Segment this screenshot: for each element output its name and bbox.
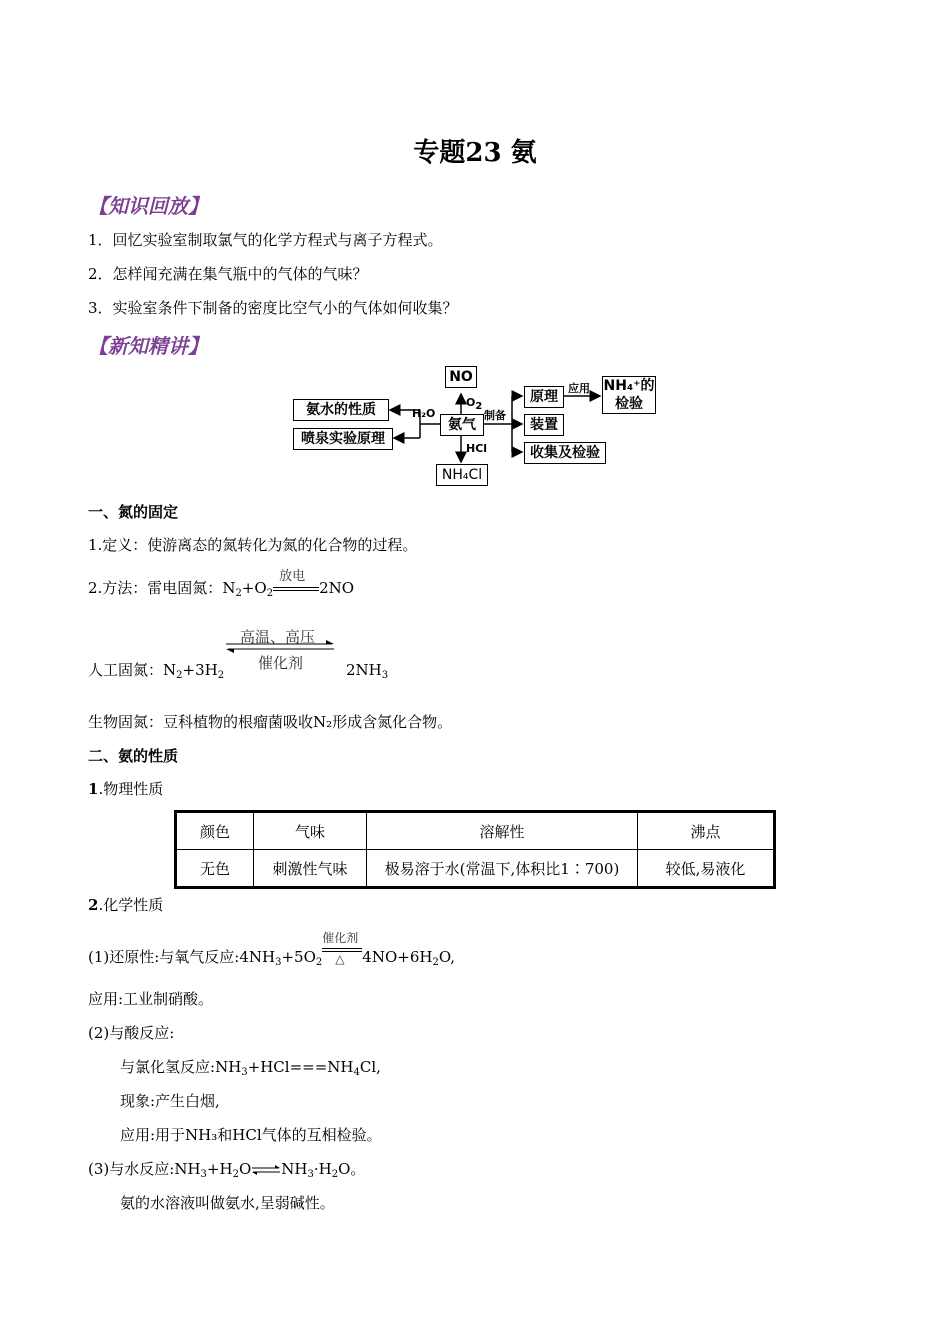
cell-solubility: 极易溶于水(常温下,体积比1∶700) [367,850,638,888]
new-knowledge-header: 【新知精讲】 [88,334,208,358]
concept-diagram [290,362,670,492]
review-item-2: 2．怎样闻充满在集气瓶中的气体的气味？ [88,265,368,283]
label-preparation: 制备 [484,409,506,422]
chemical-properties-heading: 2.化学性质 [88,896,164,914]
discharge-arrow [273,569,319,595]
header-boiling-point: 沸点 [638,812,775,850]
physical-properties-heading: 1.物理性质 [88,780,164,798]
table-row [176,850,775,888]
box-no: NO [445,366,477,388]
reaction-acid-heading: (2)与酸反应: [88,1024,175,1042]
cell-boiling-point: 较低,易液化 [638,850,775,888]
ammonium-line-2: 检验 [615,396,643,412]
equilibrium-arrow [251,1160,281,1180]
box-principle: 原理 [524,386,564,408]
catalyst-heat-arrow [322,931,362,966]
label-h2o: H₂O [412,407,436,420]
box-collection-test: 收集及检验 [524,442,606,464]
cell-odor: 刺激性气味 [254,850,367,888]
label-hcl: HCl [466,442,488,455]
review-item-1: 1．回忆实验室制取氯气的化学方程式与离子方程式。 [88,231,443,249]
cell-color: 无色 [176,850,254,888]
label-application: 应用 [568,382,590,395]
definition: 1.定义：使游离态的氮转化为氮的化合物的过程。 [88,536,418,554]
header-color: 颜色 [176,812,254,850]
application-nitric-acid: 应用:工业制硝酸。 [88,990,214,1008]
header-odor: 气味 [254,812,367,850]
review-item-3: 3．实验室条件下制备的密度比空气小的气体如何收集？ [88,299,458,317]
box-apparatus: 装置 [524,414,564,436]
ammonia-water-note: 氨的水溶液叫做氨水,呈弱碱性。 [120,1194,335,1212]
heat-condition: △ [335,952,345,966]
box-aqueous-ammonia: 氨水的性质 [293,399,389,421]
equilibrium-icon [251,1165,281,1175]
application-detection: 应用:用于NH₃和HCl气体的互相检验。 [120,1126,382,1144]
artificial-condition [222,626,338,670]
box-fountain-experiment: 喷泉实验原理 [293,428,393,450]
condition-high-temp-pressure: 高温、高压 [240,628,316,646]
ammonium-line-1: NH₄⁺的 [603,378,655,394]
reaction-water: (3)与水反应$:NH_3+H_2O$ $NH_3\cdot H_2O$。 [88,1160,366,1180]
box-ammonia: 氨气 [440,414,484,436]
artificial-fixation: 人工固氮：$N_2+3H_2$ [88,661,225,681]
artificial-product: $2NH_3$ [346,661,389,681]
header-solubility: 溶解性 [367,812,638,850]
lightning-fixation: 2.方法：雷电固氮：$N_2+O_2$ 放电 2NO [88,569,355,599]
section-ammonia-properties: 二、氨的性质 [88,747,179,765]
label-o2: $O_2$ [466,396,483,412]
review-header: 【知识回放】 [88,194,208,218]
biological-fixation: 生物固氮：豆科植物的根瘤菌吸收N₂形成含氮化合物。 [88,713,453,731]
reaction-hcl: 与氯化氢反应$:NH_3+HCl===NH_4Cl$, [120,1058,381,1078]
page-title: 专题23 氨 [413,138,537,168]
catalyst-condition: 催化剂 [322,931,359,945]
condition-catalyst: 催化剂 [258,654,304,672]
physical-properties-table [174,810,776,889]
phenomenon: 现象:产生白烟, [120,1092,220,1110]
reaction-oxygen: (1)还原性:与氧气反应$:4NH_3+5O_2$ 催化剂 △ $4NO+6H_2O$, [88,947,455,967]
box-ammonium-test [602,376,656,414]
discharge-condition: 放电 [279,569,306,584]
section-nitrogen-fixation: 一、氮的固定 [88,503,179,521]
box-nh4cl: NH₄Cl [436,464,488,486]
table-header-row [176,812,775,850]
